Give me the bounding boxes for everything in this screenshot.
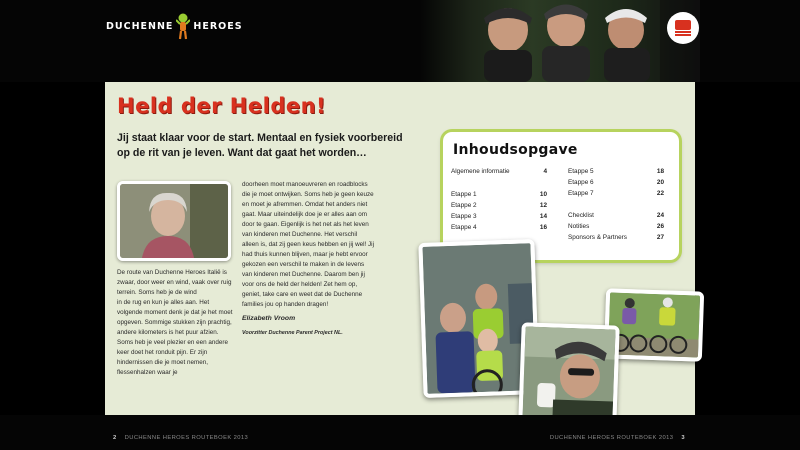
toc-item-label: Checklist [568, 212, 594, 219]
footer-title-right: DUCHENNE HEROES ROUTEBOEK 2013 [549, 435, 674, 441]
mountain-bikers-photo [604, 288, 704, 361]
toc-title: Inhoudsopgave [453, 142, 578, 158]
toc-item[interactable] [451, 213, 547, 220]
toc-item-label: Algemene informatie [451, 168, 510, 175]
hero-mascot-icon [176, 12, 190, 40]
logo-word-right: HEROES [193, 20, 243, 32]
page-number-left: 2 [113, 435, 117, 441]
cyclist-drinking-photo [518, 322, 619, 425]
toc-item-label: Notities [568, 223, 590, 230]
signature-role: Voorzitter Duchenne Parent Project NL. [242, 330, 343, 336]
toc-item[interactable] [451, 191, 547, 198]
toc-item[interactable] [568, 212, 664, 219]
header [0, 0, 800, 82]
toc-item-label: Etappe 1 [451, 191, 477, 198]
logo-word-left: DUCHENNE [106, 20, 174, 32]
toc-item-page: 26 [656, 223, 664, 230]
body-paragraph: in de rug en kun je alles aan. Het volgende moment denk je dat je het moet opgeven. Sommige stukken zijn prachtig, andere kilometers is het puur afzien. Soms heb je veel plezier en een andere keer doet het ronduit pijn. Er zijn hindernissen die je moet nemen, flessenhalzen waar je [117, 299, 233, 376]
toc-item-label: Etappe 4 [451, 224, 477, 231]
footer-right [550, 435, 685, 441]
toc-item-label: Etappe 6 [568, 179, 594, 186]
cyclists-illustration [420, 0, 700, 82]
body-paragraph: De route van Duchenne Heroes Italië is zwaar, door weer en wind, vaak over ruig terrein. Soms heb je de wind [117, 269, 232, 296]
toc-item-page: 16 [539, 224, 547, 231]
toc-item-page: 22 [656, 190, 664, 197]
toc-item[interactable] [451, 202, 547, 209]
footer [0, 415, 800, 450]
cyclists-banner-photo [420, 0, 700, 82]
toc-item[interactable] [568, 223, 664, 230]
toc-item[interactable] [568, 168, 664, 175]
toc-item-label: Etappe 7 [568, 190, 594, 197]
toc-item-label: Etappe 5 [568, 168, 594, 175]
toc-item-label: Etappe 3 [451, 213, 477, 220]
toc-item[interactable] [568, 179, 664, 186]
toc-item-page: 14 [539, 213, 547, 220]
intro-paragraph: Jij staat klaar voor de start. Mentaal en fysiek voorbereid op de rit van je leven. Want dat gaat het worden… [117, 132, 403, 159]
article-column-2 [242, 180, 375, 338]
parent-project-logo-icon [672, 17, 694, 39]
author-portrait-photo [117, 181, 231, 261]
body-paragraph: doorheen moet manoeuvreren en roadblocks die je moet ontwijken. Soms heb je geen keuze en moet je afremmen. Omdat het anders niet gaat. Maar uiteindelijk doe je er alles aan om door te gaan. Eigenlijk is het net als het leven van kinderen met Duchenne. Het verschil alleen is, dat zij geen keus hebben en jij wel! Jij had thuis kunnen blijven, maar je hebt ervoor gekozen een verschil te maken in de levens van kinderen met Duchenne. Daarom ben jij voor ons de held der helden! Zet hem op, geniet, take care en weet dat de Duchenne families jou op handen dragen! [242, 181, 374, 308]
article-column-1 [117, 268, 233, 378]
toc-item[interactable] [451, 168, 547, 175]
toc-item[interactable] [451, 224, 547, 231]
footer-left [113, 435, 248, 441]
toc-item-page: 24 [656, 212, 664, 219]
toc-item[interactable] [568, 190, 664, 197]
toc-item-label: Etappe 2 [451, 202, 477, 209]
signature-name: Elizabeth Vroom [242, 315, 296, 322]
toc-item-page: 10 [539, 191, 547, 198]
toc-item-page: 12 [539, 202, 547, 209]
toc-item-page: 20 [656, 179, 664, 186]
toc-item-page: 18 [656, 168, 664, 175]
parent-project-badge [667, 12, 699, 44]
footer-title-left: DUCHENNE HEROES ROUTEBOEK 2013 [124, 435, 249, 441]
duchenne-heroes-logo [106, 12, 243, 40]
toc-item[interactable] [568, 234, 664, 241]
toc-item-page: 27 [656, 234, 664, 241]
toc-item-label: Sponsors & Partners [568, 234, 627, 241]
page-number-right: 3 [681, 435, 685, 441]
page-title: Held der Helden! [117, 94, 327, 118]
toc-item-page: 4 [543, 168, 547, 175]
